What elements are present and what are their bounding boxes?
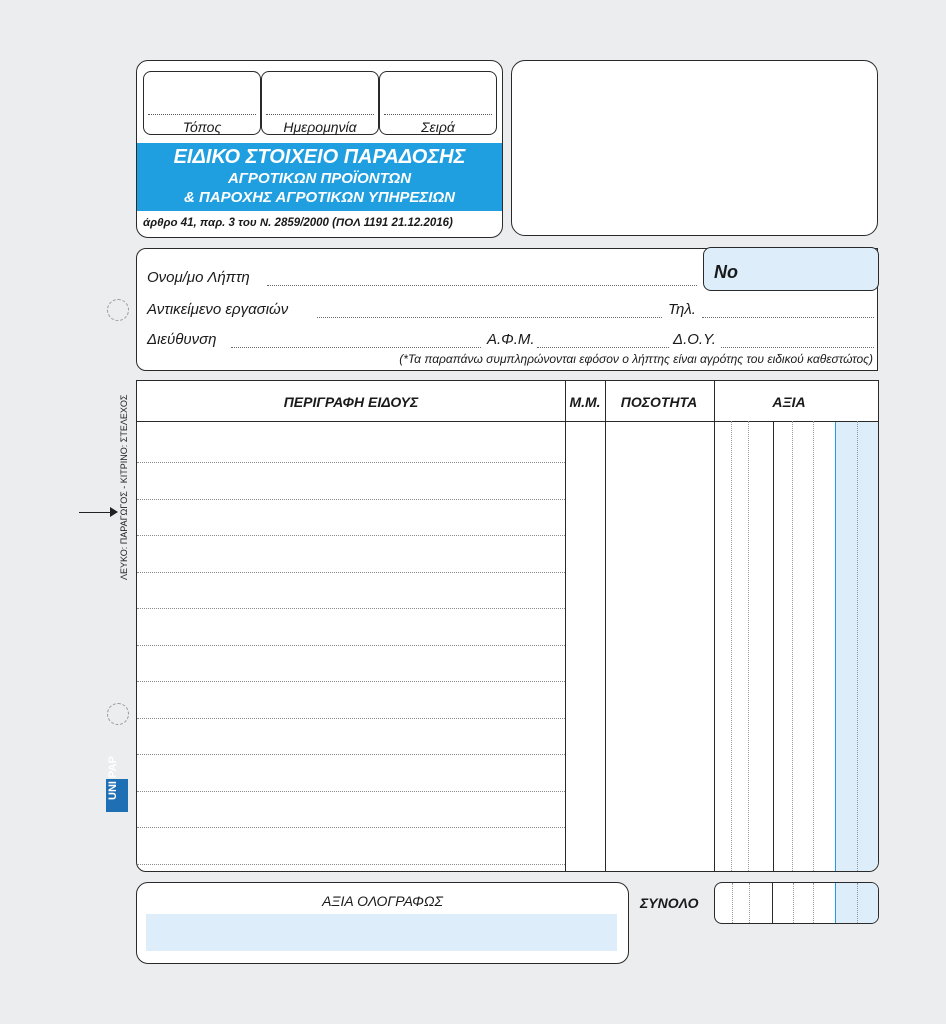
punch-hole: [107, 299, 129, 321]
work-subject-line[interactable]: [317, 317, 662, 318]
punch-hole: [107, 703, 129, 725]
document-number-field[interactable]: [703, 247, 879, 291]
table-row[interactable]: [137, 608, 565, 609]
title-line-3: & ΠΑΡΟΧΗΣ ΑΓΡΟΤΙΚΩΝ ΥΠΗΡΕΣΙΩΝ: [183, 189, 455, 206]
total-digit-divider: [772, 883, 773, 923]
recipient-note: (*Τα παραπάνω συμπληρώνονται εφόσον ο λήπτης είναι αγρότης του ειδικού καθεστώτος): [399, 352, 873, 366]
items-table: [136, 380, 879, 872]
work-subject-label: Αντικείμενο εργασιών: [147, 301, 289, 318]
series-field[interactable]: [379, 71, 497, 135]
address-line[interactable]: [231, 347, 481, 348]
total-digit-divider: [793, 883, 794, 923]
value-digit-divider: [773, 421, 774, 871]
recipient-name-line[interactable]: [267, 285, 697, 286]
series-label: Σειρά: [421, 119, 455, 135]
title-line-1: ΕΙΔΙΚΟ ΣΤΟΙΧΕΙΟ ΠΑΡΑΔΟΣΗΣ: [173, 146, 466, 168]
total-label: ΣΥΝΟΛΟ: [640, 895, 699, 911]
unipap-logo: [106, 756, 128, 812]
issuer-stamp-area[interactable]: [511, 60, 878, 236]
table-row[interactable]: [137, 827, 565, 828]
title-line-2: ΑΓΡΟΤΙΚΩΝ ΠΡΟΪΟΝΤΩΝ: [227, 170, 412, 187]
place-field[interactable]: [143, 71, 261, 135]
table-row[interactable]: [137, 645, 565, 646]
value-digit-divider: [813, 421, 814, 871]
header-divider: [137, 421, 878, 422]
form-header: [136, 60, 503, 238]
table-row[interactable]: [137, 572, 565, 573]
value-digit-divider: [731, 421, 732, 871]
place-label: Τόπος: [182, 119, 222, 135]
total-field[interactable]: [714, 882, 879, 924]
table-row[interactable]: [137, 754, 565, 755]
table-row[interactable]: [137, 499, 565, 500]
divider-value: [714, 381, 715, 871]
amount-in-words-field[interactable]: [146, 914, 617, 951]
total-digit-divider: [857, 883, 858, 923]
date-field[interactable]: [261, 71, 379, 135]
law-reference: άρθρο 41, παρ. 3 του Ν. 2859/2000 (ΠΟΛ 1191 21.12.2016): [143, 217, 453, 229]
document-title: [137, 143, 502, 211]
table-row[interactable]: [137, 718, 565, 719]
table-row[interactable]: [137, 462, 565, 463]
divider-unit: [565, 381, 566, 871]
recipient-name-label: Ονομ/μο Λήπτη: [147, 269, 250, 286]
value-digit-divider: [792, 421, 793, 871]
table-row[interactable]: [137, 864, 565, 865]
phone-label: Τηλ.: [668, 301, 696, 318]
tax-office-label: Δ.Ο.Υ.: [673, 331, 716, 348]
total-digit-divider: [813, 883, 814, 923]
logo-text: UNI PAP: [107, 756, 119, 800]
divider-quantity: [605, 381, 606, 871]
amount-in-words-label: ΑΞΙΑ ΟΛΟΓΡΑΦΩΣ: [322, 893, 443, 909]
total-digit-divider: [749, 883, 750, 923]
date-label: Ημερομηνία: [283, 119, 357, 135]
value-digit-divider: [857, 421, 858, 871]
table-row[interactable]: [137, 791, 565, 792]
address-label: Διεύθυνση: [147, 331, 217, 348]
value-digit-divider: [748, 421, 749, 871]
document-number-label: No: [714, 262, 738, 282]
arrow-icon: [79, 512, 113, 513]
vat-label: Α.Φ.Μ.: [487, 331, 535, 348]
col-unit: Μ.Μ.: [569, 394, 601, 410]
phone-line[interactable]: [702, 317, 874, 318]
col-description: ΠΕΡΙΓΡΑΦΗ ΕΙΔΟΥΣ: [283, 394, 419, 410]
amount-in-words-box: [136, 882, 629, 964]
col-value: ΑΞΙΑ: [772, 394, 806, 410]
arrow-head-icon: [110, 507, 118, 517]
table-row[interactable]: [137, 535, 565, 536]
table-row[interactable]: [137, 681, 565, 682]
col-quantity: ΠΟΣΟΤΗΤΑ: [620, 394, 698, 410]
vat-line[interactable]: [537, 347, 669, 348]
copies-legend: ΛΕΥΚΟ: ΠΑΡΑΓΩΓΟΣ - ΚΙΤΡΙΝΟ: ΣΤΕΛΕΧΟΣ: [119, 394, 129, 580]
total-digit-divider: [732, 883, 733, 923]
tax-office-line[interactable]: [721, 347, 874, 348]
